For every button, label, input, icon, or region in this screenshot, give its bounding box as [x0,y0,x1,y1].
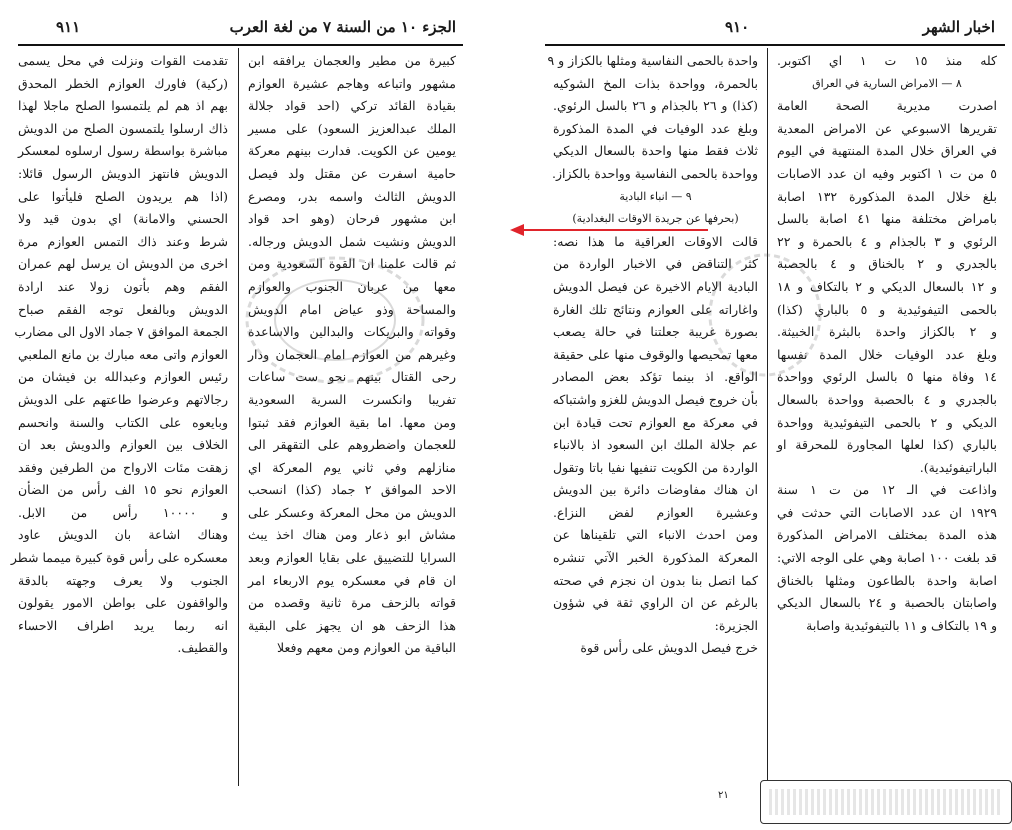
left-column-divider [238,48,239,786]
right-col1-line: بالجدري و ٤ بالحصبة وواحدة بالسعال [777,391,998,407]
left-col2-line: العوازم نحو ١٥ الف رأس من الضأن [18,482,228,498]
left-col2-line: معسكره على رأس قوة كبيرة ميمما شطر [10,550,228,566]
left-col2-line: الفقم وهم بأتون زولا عند ارادة [18,278,228,294]
left-col1-line: رحى القتال بينهم نحو ست ساعات [248,369,456,385]
left-col2-line: العوازم واتى معه مبارك بن مانع الملعبي [18,346,228,362]
left-col1-line: السرايا للتضييق على بقايا العوازم وبعد [248,550,456,566]
right-col2-line: (كذا) و ٢٦ بالجذام و ٢٦ بالسل الرئوي. [553,98,758,114]
right-col2-line: عم جلالة الملك ابن السعود اذ بالانباء [553,437,758,453]
left-page-column-1 [248,50,456,660]
right-col1-line: ١٩٢٩ ان عدد الاصابات التي حدثت في [777,504,997,520]
right-col1-line: ٥ من ت ١ اكتوبر وفيه ان عدد الاصابات [777,165,997,181]
right-col2-line: البادية الايام الاخيرة عن فيصل الدويش [553,278,758,294]
right-col2-line: بأن خروج فيصل الدويش للغزو واشتباكه [552,391,758,407]
right-col2-line: قالت الاوقات العراقية ما هذا نصه: [553,233,758,249]
left-col2-line: الخلاف بين العوازم والدويش بعد ان [18,437,228,453]
left-col2-line: الجمعة الموافق ٧ جماد الاول الى مضارب [14,324,228,340]
right-page-header [725,10,995,44]
left-col1-line: هذا الزحف هو ان يجهز على البقية [248,617,456,633]
right-col1-line: بالباري (كذا لعلها المجاورة للمحرقة او [777,437,997,453]
right-col1-line: تقريرها الاسبوعي عن الامراض المعدية [777,120,997,136]
right-col2-line: وبلغ عدد الوفيات في المدة المذكورة [553,120,758,136]
left-col1-line: والمساحة وذو عياض امام الدويش [248,301,456,317]
right-col1-line: قد بلغت ١٠٠ اصابة وهي على الوجه الاتي: [777,550,997,566]
right-col1-line: ١٤ وفاة منها ٥ بالسل الرئوي وواحدة [777,369,997,385]
left-page-number: ٩١١ [56,18,81,36]
left-col2-line: تقدمت القوات ونزلت في محل يسمى [18,53,228,68]
right-col2-line: بالحمرة، وواحدة بذات المخ الشوكيه [553,75,758,91]
right-page-column-1 [777,50,997,637]
right-col2-line: في معركة مع العوازم تحت قيادة ابن [553,414,758,430]
right-running-title: اخبار الشهر [922,18,995,36]
left-col1-line: وغيرهم من العوازم امام العجمان ودار [248,346,456,362]
left-col2-line: (ركية) فاورك العوازم الخطر المحدق [18,75,228,91]
right-col1-line: بالحمى التيفوئيدية و ٥ بالباري (كذا) [777,301,997,317]
right-col2-line: وعشيرة العوازم لفض النزاع. [553,504,758,520]
left-col1-line: الدويش ونشيت شمل الدويش ورجاله. [248,233,456,249]
right-page [545,0,1012,830]
left-page [0,0,470,830]
left-page-header [56,10,456,44]
left-running-title: الجزء ١٠ من السنة ٧ من لغة العرب [229,18,456,36]
left-col1-line: الاحد الموافق ٢ جماد (كذا) انسحب [248,482,456,498]
right-col2-line: واغاراته على العوازم ونتائج تلك الغارة [553,301,758,317]
right-col2-line: واحدة بالحمى النفاسية ومثلها بالكزاز و ٩ [547,53,758,68]
right-col2-line: الواردة من الكويت تنفيها نفيا باتا وتقول [553,459,758,475]
right-col1-line: و ١٩ بالتكاف و ١١ بالتيفوئيدية واصابة [806,617,997,633]
left-col2-line: اخرى من الدويش ان يرسل لهم عمران [18,256,228,272]
left-col1-line: يومين عن الكويت. فدارت بينهم معركة [248,143,456,159]
left-col2-line: رجالاتهم وعرضوا طاعتهم على الدويش [18,391,228,407]
left-col1-line: الباقية من العوازم ومن معهم وفعلا [277,640,456,656]
left-col1-line: قواته بالزحف مرة ثانية وقصده من [248,595,456,611]
right-col1-line: ٨ — الامراض السارية في العراق [812,76,962,90]
right-col2-line: ٩ — انباء البادية [619,189,692,203]
left-col2-line: الحسني والامانة) اي بدون قيد ولا [18,211,228,227]
right-col2-line: ومن احدث الانباء التي تلقيناها عن [553,527,758,543]
right-col2-text [547,50,758,660]
left-col2-line: والواقفون على بواطن الامور يقولون [18,595,228,611]
right-col2-line: وواحدة بالحمى النفاسية وواحدة بالكزاز. [552,165,758,181]
bottom-stamp-box [760,780,1012,824]
left-col1-text [248,50,456,660]
right-page-column-2 [547,50,758,660]
left-col1-line: حامية اسفرت عن مقتل ولد فيصل [248,165,456,181]
page-mark: ٢١ [718,790,729,801]
right-col1-line: الديكي و ٢ بالحمى التيفوئيدية وواحدة [777,414,997,430]
left-col2-text [10,50,229,660]
left-col1-line: للعجمان واضطروهم على التقهقر الى [248,437,456,453]
right-page-number: ٩١٠ [725,18,750,36]
right-header-rule [545,44,1005,46]
left-col1-line: الدويش من محل المعركة وعسكر على [248,504,456,520]
right-col1-line: الرئوي و ٣ بالجذام و ٤ بالحمرة و ٢٢ [777,233,997,249]
red-pointer-arrow-icon [510,222,710,238]
right-col1-line: الباراتيفوئيدية). [919,459,997,475]
right-col1-line: في العراق خلال المدة المنتهية في اليوم [777,143,997,159]
stamp-pattern [769,789,1003,815]
left-col1-line: ان قام في معسكره يوم الاربعاء امر [248,572,456,588]
left-col2-line: وهناك اشاعة بان الدويش عاود [18,527,228,543]
right-col2-line: المعركة المذكورة الخبر الآتي تنشره [553,550,758,566]
right-column-divider [767,48,768,783]
right-col1-line: بالجدري و ٢ بالخناق و ٤ بالحصبة [777,256,998,272]
left-col2-line: و ١٠٠٠٠ رأس من الابل. [18,504,229,520]
left-col1-line: الدويش الثالث واسمه بدر، ومصرع [248,188,456,204]
left-col2-line: ذاك ارسلوا يلتمسون الصلح من الدويش [18,120,228,136]
right-col2-line: خرج فيصل الدويش على رأس قوة [580,640,758,656]
right-col1-line: اصابة واحدة بالطاعون ومثلها بالخناق [777,572,997,588]
left-col2-line: والقطيف. [177,640,228,656]
left-col1-line: وقواته والبريكات والبدالين والاساعدة [248,324,456,340]
right-col2-line: بالرغم عن ان الراوي ثقة في شؤون [553,595,758,611]
left-col2-line: الدويش وبالفعل توجه الفقم صباح [18,301,228,317]
left-col2-line: انه ربما يريد اطراف الاحساء [18,617,228,633]
left-col1-line: بقيادة القائد تركي (احد قواد جلالة [248,98,456,114]
right-col1-text [777,50,997,637]
left-page-column-2 [10,50,229,660]
left-col1-line: تفريبا وانكسرت السرية السعودية [248,391,456,407]
left-col2-line: شرط وعند ذاك التمس العوازم مرة [18,233,228,249]
left-col2-line: (اذا هم يريدون الصلح فليأتوا على [18,188,228,204]
left-col1-line: مشاش ابو ذعار ومن هناك اخذ يبث [248,527,456,543]
right-col2-line: الواقع. اذ بينما تؤكد بعض المصادر [553,369,758,385]
left-col2-line: وبايعوه على الكتاب والسنة وانحسم [18,414,228,430]
left-col1-line: مشهور واتباعه وهاجم عشيرة العوازم [248,75,456,91]
left-col1-line: معها من عربان الجنوب والعوازم [248,278,456,294]
left-col1-line: كبيرة من مطير والعجمان يرافقه ابن [248,53,456,68]
right-col1-line: وبلغ عدد الوفيات خلال المدة نفسها [777,346,997,362]
left-col2-line: الجنوب ولا يعرف وجهته بالدقة [18,572,228,588]
right-col1-line: اصدرت مديرية الصحة العامة [777,98,997,114]
page-gutter [470,0,545,830]
left-col2-line: زهقت مئات الارواح من الطرفين وفقد [18,459,228,475]
right-col1-line: واصابتان بالحصبة و ٢٤ بالسعال الديكي [777,595,997,611]
left-col1-line: منازلهم وفي ثاني يوم المعركة اي [248,459,456,475]
left-col2-line: مباشرة بواسطة رسول ارسلوه لمعسكر [18,143,228,159]
left-col2-line: بهم اذ هم لم يلتمسوا الصلح ماجلا لهذا [18,98,228,114]
left-col1-line: ابن مشهور فرحان (وهو احد قواد [248,211,456,227]
right-col2-line: الجزيرة: [714,617,758,633]
right-col2-line: معها تمحيصها والوقوف منها على حقيقة [553,346,758,362]
right-col2-line: ثلاث فقط منها واحدة بالسعال الديكي [553,143,758,159]
right-col2-line: كثر التناقض في الاخبار الواردة من [553,256,758,272]
left-col2-line: رئيس العوازم وعبدالله بن فيشان من [18,369,228,385]
right-col1-line: هذه المدة بمختلف الامراض المذكورة [777,527,997,543]
right-col1-line: واذاعت في الـ ١٢ من ت ١ سنة [777,482,997,498]
left-col1-line: الملك عبدالعزيز السعود) على مسير [248,120,456,136]
left-col1-line: ثم قالت علمنا ان القوة السعودية ومن [248,256,456,272]
right-col1-line: كله منذ ١٥ ت ١ اي اكتوبر. [777,53,997,68]
right-col1-line: بلغ خلال المدة المذكورة ١٣٢ اصابة [777,188,997,204]
left-col2-line: الدويش فانتهز الدويش الرسول قائلا: [18,165,228,181]
right-col2-line: كما اتصل بنا بدون ان نجزم في صحته [553,572,758,588]
right-col2-line: بصورة غريبة جعلتنا في حالة يصعب [553,324,758,340]
right-col1-line: بامراض مختلفة منها ٤١ اصابة بالسل [777,211,997,227]
right-col2-line: ان هناك مفاوضات دائرة بين الدويش [553,482,758,498]
left-col1-line: ومن معها. اما بقية العوازم فقد ثبتوا [248,414,456,430]
right-col2-line: (بحرفها عن جريدة الاوقات البغدادية) [572,212,739,226]
right-col1-line: و ٢ بالكزاز واحدة بالبثرة الخبيثة. [777,324,997,340]
right-col1-line: و ١٢ بالسعال الديكي و ٢ بالتكاف و ١٨ [777,278,997,294]
left-header-rule [18,44,463,46]
